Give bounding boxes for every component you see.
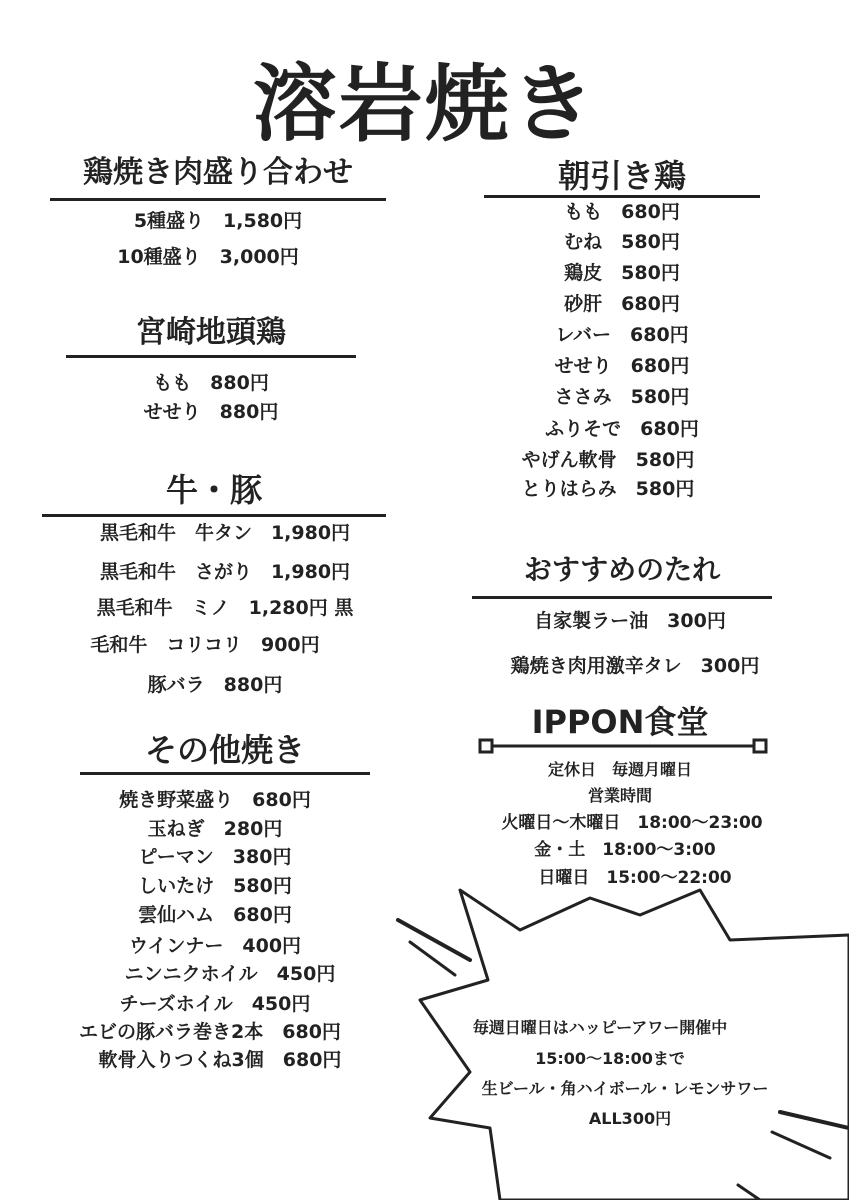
section-heading: IPPON食堂: [531, 703, 709, 741]
happy-hour-line: 15:00～18:00まで: [535, 1049, 685, 1068]
menu-item: ニンニクホイル 450円: [124, 963, 336, 985]
page-title: 溶岩焼き: [252, 55, 597, 153]
menu-item: せせり 880円: [143, 401, 279, 423]
section-heading: おすすめのたれ: [523, 553, 721, 586]
menu-item: 玉ねぎ 280円: [147, 818, 283, 840]
info-line: 日曜日 15:00～22:00: [538, 868, 732, 888]
menu-item: もも 680円: [564, 201, 680, 223]
menu-item: 黒毛和牛 ミノ 1,280円 黒: [96, 597, 354, 619]
menu-item: ふりそで 680円: [545, 418, 699, 440]
menu-item: やげん軟骨 580円: [521, 449, 695, 471]
menu-item: 鶏皮 580円: [564, 262, 680, 284]
menu-item: 黒毛和牛 さがり 1,980円: [99, 561, 351, 583]
menu-item: 自家製ラー油 300円: [534, 610, 726, 632]
menu-item: ピーマン 380円: [138, 846, 292, 868]
menu-item: 5種盛り 1,580円: [133, 210, 303, 232]
menu-item: チーズホイル 450円: [119, 993, 311, 1015]
section-heading: 鶏焼き肉盛り合わせ: [83, 155, 353, 190]
info-line: 金・土 18:00～3:00: [534, 840, 716, 860]
section-heading: 朝引き鶏: [557, 157, 686, 195]
section-heading: 牛・豚: [165, 471, 262, 509]
menu-item: 雲仙ハム 680円: [138, 904, 292, 926]
menu-item: 砂肝 680円: [564, 293, 680, 315]
menu-item: 毛和牛 コリコリ 900円: [90, 634, 320, 656]
happy-hour-line: 毎週日曜日はハッピーアワー開催中: [472, 1018, 728, 1037]
menu-item: 焼き野菜盛り 680円: [119, 789, 311, 811]
info-line: 火曜日～木曜日 18:00～23:00: [501, 813, 763, 833]
menu-item: 黒毛和牛 牛タン 1,980円: [99, 522, 351, 544]
info-line: 定休日 毎週月曜日: [547, 760, 692, 779]
menu-item: レバー 680円: [555, 324, 689, 346]
menu-item: せせり 680円: [554, 355, 690, 377]
menu-item: しいたけ 580円: [138, 875, 292, 897]
menu-item: むね 580円: [564, 231, 680, 253]
menu-item: ささみ 580円: [554, 386, 690, 408]
menu-item: 鶏焼き肉用激辛タレ 300円: [510, 655, 760, 677]
section-heading: 宮崎地頭鶏: [136, 315, 286, 350]
menu-item: 豚バラ 880円: [147, 674, 283, 696]
menu-item: 10種盛り 3,000円: [117, 246, 299, 268]
menu-item: エビの豚バラ巻き2本 680円: [79, 1021, 341, 1043]
info-line: 営業時間: [587, 786, 652, 805]
section-heading: その他焼き: [144, 731, 305, 769]
menu-item: ウインナー 400円: [128, 935, 302, 957]
menu-item: 軟骨入りつくね3個 680円: [98, 1049, 342, 1071]
menu-item: とりはらみ 580円: [521, 478, 695, 500]
menu-item: もも 880円: [153, 372, 269, 394]
happy-hour-line: ALL300円: [588, 1109, 672, 1128]
happy-hour-line: 生ビール・角ハイボール・レモンサワー: [481, 1079, 769, 1098]
